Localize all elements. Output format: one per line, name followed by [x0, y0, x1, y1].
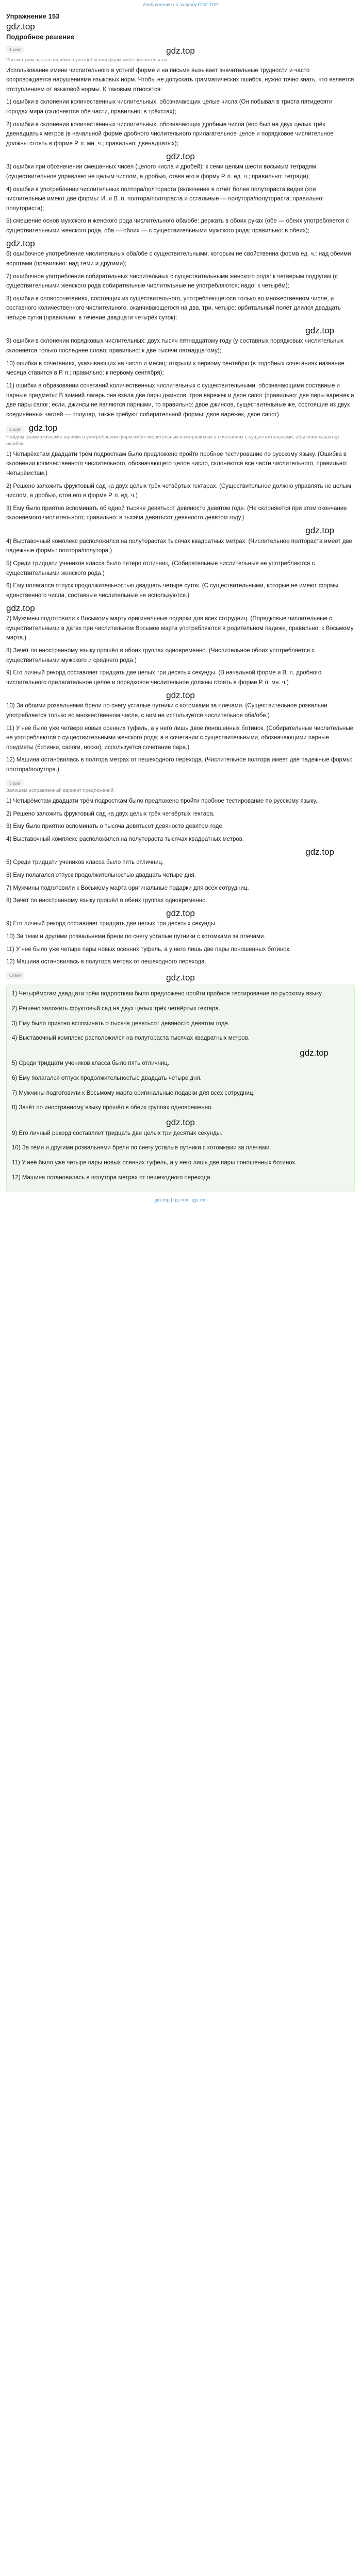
list-item: 12) Машина остановилась в полутора метрах от пешеходного перехода.	[12, 1174, 212, 1181]
list-item: 9) Его личный рекорд составляет тридцать две целых три десятых секунды.	[12, 1130, 223, 1137]
list-item: 8) Зачёт по иностранному языку прошёл в обеих группах одновременно.	[12, 1105, 213, 1111]
step-sublabel: Запишем исправленный вариант предложений.	[6, 788, 115, 794]
watermark-logo: gdz.top	[6, 238, 35, 248]
answer-box	[6, 985, 355, 1192]
list-item: 2) Решено заложить фруктовый сад на двух целых трёх четвёртых гектара.	[12, 1005, 221, 1012]
watermark-logo: gdz.top	[300, 1047, 329, 1058]
list-item: 3) Ему было приятно вспоминать о тысяча девятьсот девяносто девятом годе.	[6, 823, 224, 830]
watermark-logo: gdz.top	[166, 1117, 195, 1127]
list-item: 11) ошибки в образовании сочетаний количественных числительных с существительными, обозначающими составные и парные предметы: В зимний лагерь она взяла две пары джинсов, трое варежек и двое сапог (правильно: две пары варежек и две пары сапог; если, джинсы не являются парными, то правильно: двое джинсов, существительные же, состоящие из двух соединённых частей — полупар, также требуют собирательной формы: двое варежек, двое сапог).	[6, 382, 354, 418]
step-sublabel: Рассмотрим частые ошибки в употреблении форм имён числительных.	[6, 57, 169, 63]
list-item: 6) Ему полагался отпуск продолжительностью двадцать четыре дня.	[12, 1075, 202, 1082]
list-item: 12) Машина остановилась в полутора метрах от пешеходного перехода.	[6, 959, 206, 965]
list-item: 5) Среди тридцати учеников класса было пять отличниц.	[6, 859, 164, 866]
list-item: 5) Среди тридцати учеников класса было пять отличниц.	[12, 1060, 170, 1067]
step-items	[6, 66, 355, 420]
list-item: 4) ошибки в употреблении числительных полтора/полтораста (включение в отчёт более полутораста видов (эти числительные имеют две формы: И. и В. п. полтора/полтораста и остальные — полутора/полутораста; правильно: полутораста);	[6, 186, 324, 212]
watermark-logo: gdz.top	[305, 846, 334, 857]
list-item: 7) Мужчины подготовили к Восьмому марта оригинальные подарки для всех сотрудниц.	[12, 1090, 255, 1096]
list-item: 1) Четырёхстам двадцати трём подросткам было предложено пройти пробное тестирование по русскому языку. (Ошибка в склонении количественного числительного, обозначающего целое число, склоняются все части числительного, правильно: Четырёмстам.)	[6, 451, 348, 477]
list-item: 11) У неё было уже четыре пары новых осенних туфель, а у него лишь две пары поношенных ботинок.	[12, 1159, 297, 1166]
watermark-logo: gdz.top	[166, 151, 195, 161]
list-item: 10) ошибки в сочетаниях, указывающих на число и месяц: открыли к первому сентябрю (в подобных сочетаниях название месяца ставится в Р. п.; правильно: к первому сентября);	[6, 360, 344, 377]
footer-link-a[interactable]: gdz.top	[154, 1197, 170, 1203]
banner-link[interactable]: GDZ.TOP	[198, 2, 219, 7]
list-item: 2) Решено заложить фруктовый сад на двух целых трёх четвёртых гектарах. (Существительное должно управлять не целым числом, а дробью, стоя его в форме Р. п. ед. ч.)	[6, 483, 351, 499]
page-title: Упражнение 153	[6, 12, 60, 20]
list-item: 1) Четырёмстам двадцати трём подросткам было предложено пройти пробное тестирование по русскому языку.	[12, 991, 323, 997]
list-item: 5) смешение основ мужского и женского рода числительного оба/обе: держать в обоих руках (обе — обеих употребляется с существительными женского рода, оба — обоих — с существительными мужского рода; правильно: в обеих);	[6, 218, 349, 234]
list-item: 9) Его личный рекорд составляет тридцать две целых три десятых секунды.	[6, 921, 217, 927]
list-item: 1) Четырёмстам двадцати трём подросткам было предложено пройти пробное тестирование по русскому языку.	[6, 798, 318, 805]
banner-prefix: Изображение по запросу	[142, 2, 197, 7]
list-item: 2) ошибки в склонении количественных числительных, обозначающих дробные числа (вор был на двух целых трёх двенадцатых метров (в начальной форме дробного числительного прилагательное целое и порядковое числительное должны стоять в форме Р. п. мн. ч.; правильно: двенадцатых);	[6, 121, 334, 147]
list-item: 11) У неё было уже четверо новых осенних туфель, а у него лишь двое поношенных ботинок. (Собирательные числительные не употребляются с существительными женского рода; а в сочетании с существительными, обозначающими парные предметы (ботинки, сапоги, носки), используется сочетание пара.)	[6, 725, 353, 751]
list-item: 5) Среди тридцати учеников класса было пятеро отличниц. (Собирательные числительные не употребляются с существительными женского рода.)	[6, 561, 315, 577]
list-item: 7) Мужчины подготовили к Восьмому марту оригинальные подарки для всех сотрудниц. (Порядковые числительные с существительными в датах при числительном Восьмое марта употребляются в родительном падеже, правильно: к Восьмому марта.)	[6, 616, 354, 641]
list-item: 3) ошибки при обозначении смешанных чисел (целого числа и дробей): к семи целым шести восьмым тетрадям (существительное управляет не целым числом, а дробью, ставя его в форму Р. п. ед. ч.; правильно: тетради);	[6, 164, 316, 180]
watermark-logo: gdz.top	[6, 21, 35, 31]
list-item: 10) За теми и другими розвальнями брели по снегу усталые путники с котомками за плечами.	[12, 1145, 271, 1151]
list-item: 4) Выставочный комплекс расположился на полутораста тысячах квадратных метров.	[12, 1035, 250, 1042]
list-item: Использование имени числительного в устной форме и на письме вызывает значительные трудности и часто сопровождается нарушениями языковых норм. Чтобы не допускать грамматических ошибок, нужно точно знать, что является отступлением от языковой нормы. К таковым относятся:	[6, 67, 354, 93]
footer-link-b[interactable]: гдз.топ	[173, 1197, 188, 1203]
step-1	[6, 44, 355, 419]
list-item: 8) Зачёт по иностранному языку прошёл в обоих группах одновременно. (Числительное обоих употребляется с существительными мужского и среднего рода.)	[6, 648, 315, 664]
list-item: 10) За обоими розвальнями брели по снегу усталые путники с котомками за плечами. (Существительное розвальни употребляется только во множественном числе, с ним не используется числительное оба/обе.)	[6, 703, 327, 719]
watermark-logo: gdz.top	[305, 526, 334, 536]
step-label: 3 шаг	[6, 779, 24, 787]
watermark-logo: gdz.top	[166, 690, 195, 700]
step-sublabel: Найдём грамматические ошибки в употреблении форм имён числительных и исправим их в сочетаниях с существительными, объяснив характер ошибок.	[6, 434, 339, 447]
list-item: 6) Ему полагался отпуск продолжительностью двадцать четыре суток. (С существительными, которые не имеют формы единственного числа, составные числительные не используются.)	[6, 583, 339, 599]
step-label: 2 шаг	[6, 426, 24, 433]
section-title: Подробное решение	[6, 32, 75, 41]
answer-section	[6, 970, 355, 1192]
list-item: 3) Ему было приятно вспоминать об одной тысяче девятьсот девяносто девятом годе. (Не склоняются при этом окончание склоняемого числительного; правильно: в тысяча девятьсот девяносто девятом году.)	[6, 505, 347, 521]
step-2	[6, 422, 355, 774]
step-items	[6, 450, 355, 775]
step-label: 1 шаг	[6, 46, 24, 53]
list-item: 7) ошибочное употребление собирательных числительных с существительными женского рода: к четверым подругам (с существительными женского рода собирательные числительные не употребляются; надо: к четырём);	[6, 273, 338, 290]
watermark-logo: gdz.top	[166, 972, 195, 982]
list-item: 4) Выставочный комплекс расположился на полутораста тысячах квадратных метров.	[6, 836, 244, 842]
watermark-logo: gdz.top	[166, 908, 195, 918]
list-item: 1) ошибки в склонении количественных числительных, обозначающих целые числа (Он побывал в триста пятидесяти городах мира (склоняются обе части, правильно: в трёхстах);	[6, 99, 333, 115]
list-item: 8) ошибки в словосочетаниях, состоящих из существительного, употребляющегося только во множественном числе, и составного количественного числительного, оканчивающегося на два, три, четыре: орбитальный полёт длился двадцать четыре сутки (правильно: в течение двадцати четырёх суток);	[6, 295, 341, 321]
watermark-logo: gdz.top	[305, 325, 334, 335]
footer: gdz.top | гдз.топ | гдз.топ	[154, 1197, 207, 1203]
list-item: 8) Зачёт по иностранному языку прошёл в обеих группах одновременно.	[6, 897, 207, 904]
list-item: 3) Ему было приятно вспоминать о тысяча девятьсот девяносто девятом годе.	[12, 1020, 230, 1027]
step-items	[6, 796, 355, 967]
footer-link-c[interactable]: гдз.топ	[192, 1197, 207, 1203]
list-item: 12) Машина остановилась в полтора метрах от пешеходного перехода. (Числительное полтора имеет две падежные формы: полтора/полутора.)	[6, 757, 353, 773]
list-item: 10) За теми и другими розвальнями брели по снегу усталые путники с котомками за плечами.	[6, 934, 266, 940]
list-item: 9) ошибки в склонении порядковых числительных: двух тысяч пятнадцатому году (у составных порядковых числительных склоняется только последнее слово; правильно: к две тысячи пятнадцатому);	[6, 338, 344, 354]
top-banner	[0, 1, 361, 9]
list-item: 2) Решено заложить фруктовый сад на двух целых трёх четвёртых гектара.	[6, 810, 215, 817]
list-item: 7) Мужчины подготовили к Восьмому марта оригинальные подарки для всех сотрудниц.	[6, 885, 249, 891]
step-3	[6, 778, 355, 967]
list-item: 4) Выставочный комплекс расположился на полуторастах тысячах квадратных метрах. (Числительное полтораста имеет две падежные формы: полтора/полутора.)	[6, 538, 352, 554]
list-item: 6) Ему полагался отпуск продолжительностью двадцать четыре дня.	[6, 872, 196, 878]
list-item: 9) Его личный рекорд составляет тридцать две целых три десятых секунды. (В начальной форме и В. п. дробного числительного прилагательное целое и порядковое числительное должны стоять в форме Р. п. мн. ч.)	[6, 670, 322, 686]
watermark-logo: gdz.top	[166, 46, 195, 56]
list-item: 6) ошибочное употребление числительных оба/обе с существительными, которым не свойственна форма ед. ч.: над обеими воротами (правильно: над теми и другими);	[6, 251, 351, 267]
answer-label: Ответ	[6, 972, 24, 979]
watermark-logo: gdz.top	[28, 423, 58, 433]
list-item: 11) У неё было уже четыре пары новых осенних туфель, а у него лишь две пары поношенных ботинок.	[6, 946, 291, 953]
watermark-logo: gdz.top	[6, 603, 35, 613]
